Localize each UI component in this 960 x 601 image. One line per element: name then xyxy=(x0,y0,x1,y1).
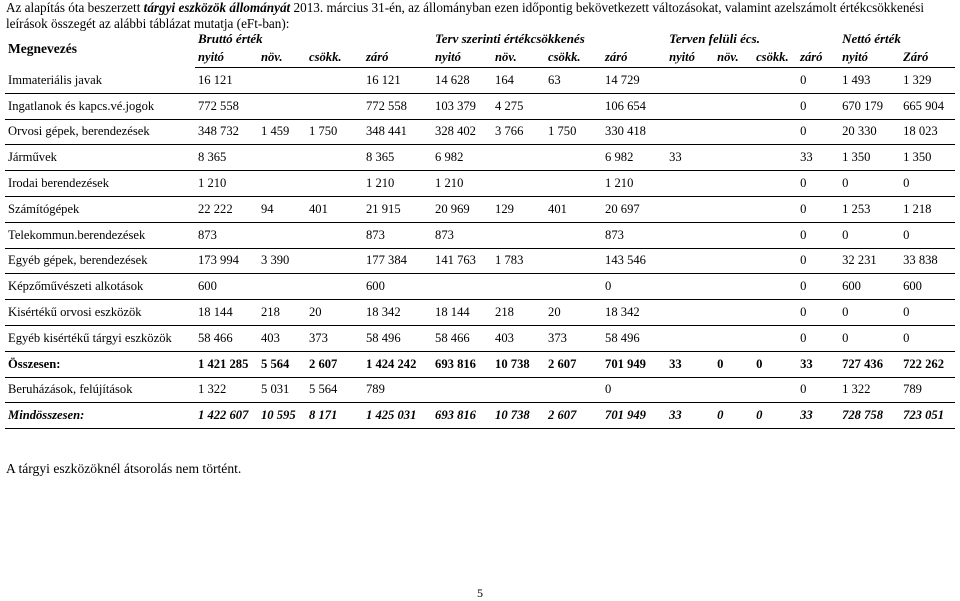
table-cell: 701 949 xyxy=(602,351,666,377)
name-column-header: Megnevezés xyxy=(8,41,77,57)
table-cell: 1 322 xyxy=(839,377,900,403)
table-cell: 693 816 xyxy=(432,403,492,429)
table-cell xyxy=(492,222,545,248)
table-cell: 14 628 xyxy=(432,68,492,94)
group-header-brutto: Bruttó érték xyxy=(198,31,263,46)
table-cell xyxy=(714,274,753,300)
table-cell: 18 144 xyxy=(195,300,258,326)
table-cell xyxy=(545,274,602,300)
table-cell: 0 xyxy=(797,222,839,248)
table-cell xyxy=(714,145,753,171)
table-cell xyxy=(753,93,797,119)
sub-header: növ. xyxy=(258,47,306,68)
table-cell: 348 732 xyxy=(195,119,258,145)
table-cell: 2 607 xyxy=(545,403,602,429)
table-cell: 33 xyxy=(797,351,839,377)
table-cell: 1 329 xyxy=(900,68,955,94)
table-cell: 0 xyxy=(714,403,753,429)
table-cell xyxy=(306,248,363,274)
table-cell xyxy=(714,196,753,222)
table-cell: 63 xyxy=(545,68,602,94)
table-cell: 20 xyxy=(545,300,602,326)
row-name-cell: Számítógépek xyxy=(5,196,195,222)
table-cell: 10 738 xyxy=(492,351,545,377)
table-cell: 173 994 xyxy=(195,248,258,274)
table-cell xyxy=(432,377,492,403)
table-cell: 789 xyxy=(900,377,955,403)
table-cell: 0 xyxy=(753,403,797,429)
table-cell: 22 222 xyxy=(195,196,258,222)
table-cell: 8 365 xyxy=(363,145,432,171)
table-cell: 164 xyxy=(492,68,545,94)
table-cell xyxy=(306,145,363,171)
table-cell: 1 783 xyxy=(492,248,545,274)
table-row xyxy=(5,68,955,94)
table-cell xyxy=(753,68,797,94)
table-cell xyxy=(666,325,714,351)
table-cell xyxy=(753,377,797,403)
table-cell: 1 422 607 xyxy=(195,403,258,429)
table-cell: 600 xyxy=(363,274,432,300)
table-cell: 728 758 xyxy=(839,403,900,429)
table-cell: 403 xyxy=(492,325,545,351)
table-cell: 772 558 xyxy=(195,93,258,119)
table-cell xyxy=(492,377,545,403)
table-cell: 401 xyxy=(545,196,602,222)
table-row xyxy=(5,93,955,119)
table-cell xyxy=(753,325,797,351)
table-cell xyxy=(306,222,363,248)
row-name-cell: Beruházások, felújítások xyxy=(5,377,195,403)
table-cell xyxy=(545,93,602,119)
table-cell: 0 xyxy=(797,68,839,94)
table-cell: 1 350 xyxy=(900,145,955,171)
table-cell: 789 xyxy=(363,377,432,403)
table-cell xyxy=(258,145,306,171)
table-cell xyxy=(714,325,753,351)
table-cell xyxy=(258,93,306,119)
table-cell xyxy=(306,68,363,94)
table-row xyxy=(5,145,955,171)
table-cell xyxy=(714,248,753,274)
row-name-cell: Mindösszesen: xyxy=(5,403,195,429)
row-name-cell: Ingatlanok és kapcs.vé.jogok xyxy=(5,93,195,119)
table-row xyxy=(5,351,955,377)
table-cell: 6 982 xyxy=(432,145,492,171)
group-header-row xyxy=(5,31,955,47)
table-cell: 0 xyxy=(714,351,753,377)
table-cell: 8 171 xyxy=(306,403,363,429)
table-cell: 873 xyxy=(602,222,666,248)
table-row xyxy=(5,325,955,351)
table-cell xyxy=(666,68,714,94)
table-cell: 32 231 xyxy=(839,248,900,274)
table-cell xyxy=(753,300,797,326)
table-cell: 1 210 xyxy=(195,171,258,197)
table-cell xyxy=(306,274,363,300)
row-name-cell: Egyéb gépek, berendezések xyxy=(5,248,195,274)
sub-header: csökk. xyxy=(306,47,363,68)
table-cell xyxy=(545,248,602,274)
table-cell: 5 031 xyxy=(258,377,306,403)
table-cell xyxy=(714,171,753,197)
table-cell: 8 365 xyxy=(195,145,258,171)
table-cell: 0 xyxy=(797,274,839,300)
table-cell: 600 xyxy=(839,274,900,300)
table-cell xyxy=(714,119,753,145)
table-cell: 373 xyxy=(545,325,602,351)
table-cell: 1 218 xyxy=(900,196,955,222)
table-cell: 600 xyxy=(195,274,258,300)
table-cell: 141 763 xyxy=(432,248,492,274)
table-cell xyxy=(666,93,714,119)
row-name-cell: Immateriális javak xyxy=(5,68,195,94)
table-cell xyxy=(666,222,714,248)
table-cell: 0 xyxy=(839,222,900,248)
table-cell: 0 xyxy=(900,171,955,197)
table-cell: 18 144 xyxy=(432,300,492,326)
table-cell: 0 xyxy=(602,274,666,300)
page-number: 5 xyxy=(477,586,483,600)
sub-header: növ. xyxy=(492,47,545,68)
table-cell: 33 838 xyxy=(900,248,955,274)
sub-header: záró xyxy=(797,47,839,68)
table-cell: 0 xyxy=(602,377,666,403)
table-cell: 0 xyxy=(839,300,900,326)
sub-header: növ. xyxy=(714,47,753,68)
table-cell: 10 738 xyxy=(492,403,545,429)
table-cell: 58 466 xyxy=(195,325,258,351)
intro-paragraph xyxy=(6,0,956,32)
table-cell: 772 558 xyxy=(363,93,432,119)
table-cell: 873 xyxy=(432,222,492,248)
table-cell: 33 xyxy=(666,403,714,429)
sub-header: nyitó xyxy=(432,47,492,68)
table-cell: 33 xyxy=(797,145,839,171)
table-cell: 0 xyxy=(797,196,839,222)
table-cell: 10 595 xyxy=(258,403,306,429)
fixed-assets-table xyxy=(5,31,955,429)
table-cell: 0 xyxy=(839,171,900,197)
table-cell xyxy=(666,377,714,403)
group-header-netto: Nettó érték xyxy=(842,31,901,46)
table-cell: 873 xyxy=(195,222,258,248)
row-name-cell: Irodai berendezések xyxy=(5,171,195,197)
table-cell: 0 xyxy=(797,171,839,197)
table-cell: 723 051 xyxy=(900,403,955,429)
table-cell xyxy=(258,68,306,94)
table-cell: 218 xyxy=(492,300,545,326)
table-cell: 177 384 xyxy=(363,248,432,274)
table-cell xyxy=(753,171,797,197)
row-name-cell: Kisértékű orvosi eszközök xyxy=(5,300,195,326)
table-cell: 58 496 xyxy=(363,325,432,351)
table-cell xyxy=(258,274,306,300)
table-cell xyxy=(306,171,363,197)
table-row xyxy=(5,196,955,222)
table-cell: 600 xyxy=(900,274,955,300)
table-cell xyxy=(714,222,753,248)
table-cell xyxy=(753,145,797,171)
table-cell: 18 342 xyxy=(363,300,432,326)
table-cell: 20 697 xyxy=(602,196,666,222)
table-cell: 701 949 xyxy=(602,403,666,429)
table-cell: 0 xyxy=(900,300,955,326)
table-cell xyxy=(492,171,545,197)
table-cell: 20 330 xyxy=(839,119,900,145)
sub-header: nyitó xyxy=(195,47,258,68)
table-row xyxy=(5,119,955,145)
table-row xyxy=(5,403,955,429)
table-cell: 1 210 xyxy=(363,171,432,197)
table-cell: 373 xyxy=(306,325,363,351)
table-cell xyxy=(753,222,797,248)
table-cell xyxy=(753,196,797,222)
table-cell xyxy=(545,377,602,403)
sub-header: csökk. xyxy=(545,47,602,68)
table-cell xyxy=(492,274,545,300)
table-cell: 727 436 xyxy=(839,351,900,377)
intro-emphasis: tárgyi eszközök állományát xyxy=(143,0,291,15)
table-cell xyxy=(753,248,797,274)
table-cell: 1 421 285 xyxy=(195,351,258,377)
table-cell: 18 342 xyxy=(602,300,666,326)
row-name-cell: Járművek xyxy=(5,145,195,171)
table-cell: 1 210 xyxy=(602,171,666,197)
table-cell: 16 121 xyxy=(363,68,432,94)
table-cell: 670 179 xyxy=(839,93,900,119)
table-cell xyxy=(258,222,306,248)
table-cell: 103 379 xyxy=(432,93,492,119)
closing-note: A tárgyi eszközöknél átsorolás nem történt. xyxy=(6,461,242,476)
intro-text-start: Az alapítás óta beszerzett xyxy=(6,0,144,15)
table-cell xyxy=(258,171,306,197)
table-cell: 1 750 xyxy=(306,119,363,145)
table-cell xyxy=(666,300,714,326)
table-cell xyxy=(545,171,602,197)
row-name-cell: Egyéb kisértékű tárgyi eszközök xyxy=(5,325,195,351)
intro-text-end: 2013. március 31-én, az állományban ezen időpontig bekövetkezett változásokat, valamint azelszámolt értékcsökkenési leírások összegét az alábbi táblázat mutatja (eFt-ban): xyxy=(6,0,925,31)
table-cell: 20 969 xyxy=(432,196,492,222)
table-cell: 5 564 xyxy=(258,351,306,377)
table-cell: 722 262 xyxy=(900,351,955,377)
table-cell: 0 xyxy=(900,325,955,351)
table-cell: 218 xyxy=(258,300,306,326)
table-cell: 6 982 xyxy=(602,145,666,171)
sub-header: nyitó xyxy=(839,47,900,68)
table-cell: 1 322 xyxy=(195,377,258,403)
table-cell: 0 xyxy=(839,325,900,351)
table-row xyxy=(5,300,955,326)
table-cell xyxy=(753,119,797,145)
table-row xyxy=(5,222,955,248)
table-cell xyxy=(666,171,714,197)
row-name-cell: Orvosi gépek, berendezések xyxy=(5,119,195,145)
table-cell: 1 425 031 xyxy=(363,403,432,429)
table-cell: 5 564 xyxy=(306,377,363,403)
group-header-terven-feluli: Terven felüli écs. xyxy=(669,31,760,46)
sub-header: záró xyxy=(602,47,666,68)
table-cell: 0 xyxy=(797,93,839,119)
table-row xyxy=(5,171,955,197)
table-cell: 3 766 xyxy=(492,119,545,145)
table-cell: 58 466 xyxy=(432,325,492,351)
sub-header: csökk. xyxy=(753,47,797,68)
table-cell xyxy=(306,93,363,119)
table-cell: 3 390 xyxy=(258,248,306,274)
sub-header: záró xyxy=(363,47,432,68)
row-name-cell: Összesen: xyxy=(5,351,195,377)
table-cell xyxy=(492,145,545,171)
table-cell: 401 xyxy=(306,196,363,222)
sub-header: Záró xyxy=(900,47,955,68)
table-cell xyxy=(714,377,753,403)
table-cell: 21 915 xyxy=(363,196,432,222)
table-cell: 403 xyxy=(258,325,306,351)
table-cell xyxy=(545,222,602,248)
table-body xyxy=(5,68,955,429)
row-name-cell: Telekommun.berendezések xyxy=(5,222,195,248)
table-cell xyxy=(666,119,714,145)
table-cell: 665 904 xyxy=(900,93,955,119)
table-cell: 33 xyxy=(797,403,839,429)
table-cell: 1 350 xyxy=(839,145,900,171)
table-cell xyxy=(432,274,492,300)
table-cell: 18 023 xyxy=(900,119,955,145)
table-cell: 0 xyxy=(797,248,839,274)
table-cell: 0 xyxy=(900,222,955,248)
table-cell: 1 493 xyxy=(839,68,900,94)
table-cell xyxy=(666,248,714,274)
table-cell: 1 253 xyxy=(839,196,900,222)
table-cell xyxy=(666,274,714,300)
table-cell: 129 xyxy=(492,196,545,222)
table-cell: 0 xyxy=(753,351,797,377)
table-cell: 20 xyxy=(306,300,363,326)
table-cell: 14 729 xyxy=(602,68,666,94)
table-cell: 2 607 xyxy=(545,351,602,377)
table-cell xyxy=(666,196,714,222)
table-cell xyxy=(753,274,797,300)
table-cell: 4 275 xyxy=(492,93,545,119)
table-cell: 0 xyxy=(797,377,839,403)
table-cell: 873 xyxy=(363,222,432,248)
table-cell: 1 424 242 xyxy=(363,351,432,377)
table-cell: 0 xyxy=(797,119,839,145)
table-cell: 330 418 xyxy=(602,119,666,145)
table-cell: 348 441 xyxy=(363,119,432,145)
table-cell: 33 xyxy=(666,145,714,171)
table-cell xyxy=(714,300,753,326)
table-cell: 106 654 xyxy=(602,93,666,119)
table-row xyxy=(5,274,955,300)
table-cell xyxy=(714,93,753,119)
table-cell: 1 750 xyxy=(545,119,602,145)
table-cell: 94 xyxy=(258,196,306,222)
table-cell: 328 402 xyxy=(432,119,492,145)
table-cell: 16 121 xyxy=(195,68,258,94)
table-cell: 2 607 xyxy=(306,351,363,377)
table-cell: 33 xyxy=(666,351,714,377)
table-cell: 143 546 xyxy=(602,248,666,274)
table-cell: 1 459 xyxy=(258,119,306,145)
group-header-terv-ecs: Terv szerinti értékcsökkenés xyxy=(435,31,585,46)
table-cell: 693 816 xyxy=(432,351,492,377)
table-row xyxy=(5,248,955,274)
table-cell: 0 xyxy=(797,300,839,326)
table-row xyxy=(5,377,955,403)
table-cell xyxy=(545,145,602,171)
table-cell: 0 xyxy=(797,325,839,351)
sub-header: nyitó xyxy=(666,47,714,68)
table-cell: 58 496 xyxy=(602,325,666,351)
table-cell xyxy=(714,68,753,94)
row-name-cell: Képzőművészeti alkotások xyxy=(5,274,195,300)
table-cell: 1 210 xyxy=(432,171,492,197)
